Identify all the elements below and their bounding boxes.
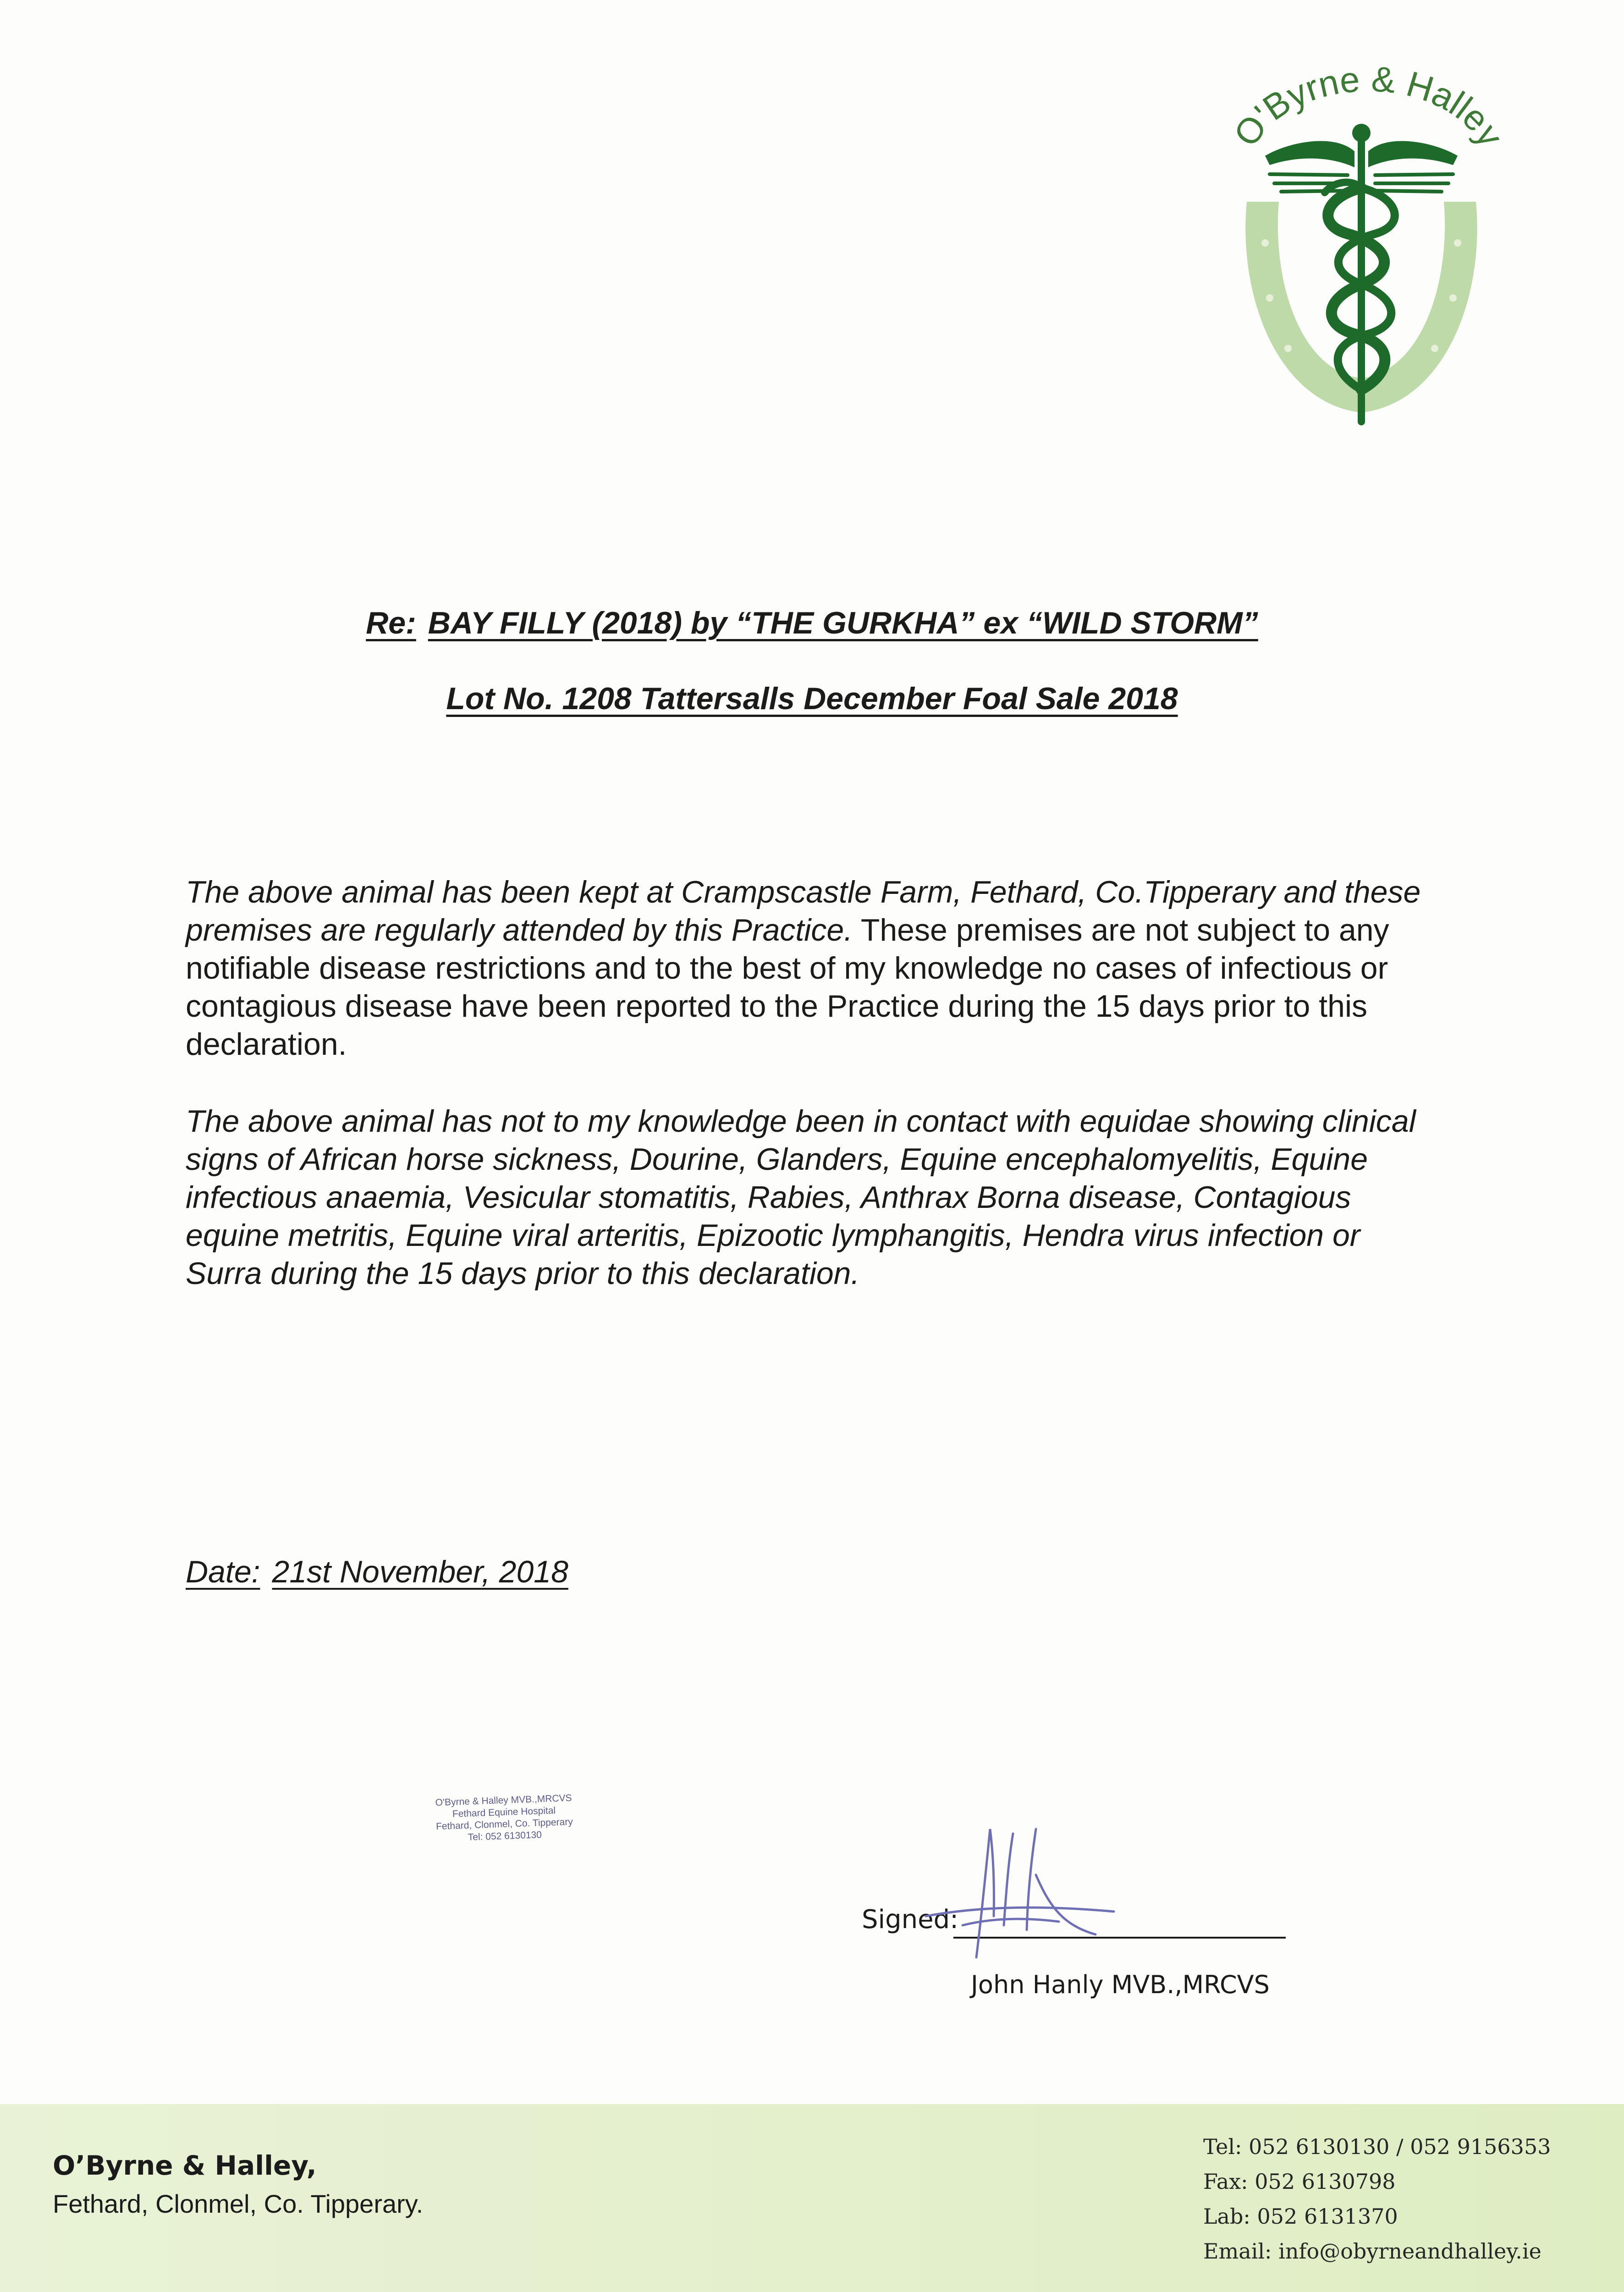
caduceus-icon — [1265, 124, 1458, 422]
footer-contacts — [1203, 2129, 1551, 2269]
practice-stamp — [407, 1791, 601, 1846]
declaration-date — [186, 1554, 568, 1590]
handwritten-signature — [921, 1820, 1160, 1971]
footer-practice-name: O’Byrne & Halley, — [53, 2150, 317, 2181]
disease-restriction-statement: These premises are not subject to any notifiable disease restrictions and to the best of my knowledge no cases of infectious or contagious disease have been reported to the Practice during the 15 days prior to this declaration. — [186, 913, 1389, 1062]
signer-name: John Hanly MVB.,MRCVS — [971, 1970, 1270, 1999]
stamp-line: Fethard Equine Hospital — [452, 1805, 556, 1819]
contact-statement: The above animal has not to my knowledge been in contact with equidae showing clinical signs of African horse sickness, Dourine, Glanders, Equine encephalomyelitis, Equine infectious anaemia, Vesicular stomatitis, Rabies, Anthrax Borna disease, Contagious equine metritis, Equine viral arteritis, Epizootic lymphangitis, Hendra virus infection or Surra during the 15 days prior to this declaration. — [186, 1104, 1416, 1291]
declaration-paragraph-2 — [186, 1102, 1442, 1293]
subject-heading — [0, 605, 1624, 641]
lot-heading: Lot No. 1208 Tattersalls December Foal Sale 2018 — [446, 681, 1178, 716]
subject-label: Re: — [366, 606, 416, 640]
footer-tel: Tel: 052 6130130 / 052 9156353 — [1203, 2134, 1551, 2159]
premises-statement: The above animal has been kept at Crampscastle Farm, Fethard, Co.Tipperary and these premises are regularly attended by this Practice. — [186, 875, 1421, 948]
subject-text: BAY FILLY (2018) by “THE GURKHA” ex “WILD STORM” — [428, 606, 1258, 640]
footer-email: Email: info@obyrneandhalley.ie — [1203, 2239, 1541, 2264]
signed-label: Signed: — [862, 1905, 959, 1934]
letterhead-footer — [0, 2104, 1624, 2292]
date-label: Date: — [186, 1554, 260, 1589]
stamp-line: O'Byrne & Halley MVB.,MRCVS — [435, 1792, 572, 1808]
stamp-line: Fethard, Clonmel, Co. Tipperary — [435, 1816, 573, 1832]
stamp-line: Tel: 052 6130130 — [468, 1829, 542, 1843]
practice-logo — [1196, 41, 1526, 454]
date-value: 21st November, 2018 — [272, 1554, 568, 1589]
footer-address: Fethard, Clonmel, Co. Tipperary. — [53, 2189, 424, 2218]
logo-brand-text: O'Byrne & Halley — [1225, 58, 1512, 154]
footer-fax: Fax: 052 6130798 — [1203, 2169, 1396, 2194]
declaration-paragraph-1 — [186, 873, 1442, 1063]
footer-lab: Lab: 052 6131370 — [1203, 2204, 1398, 2229]
